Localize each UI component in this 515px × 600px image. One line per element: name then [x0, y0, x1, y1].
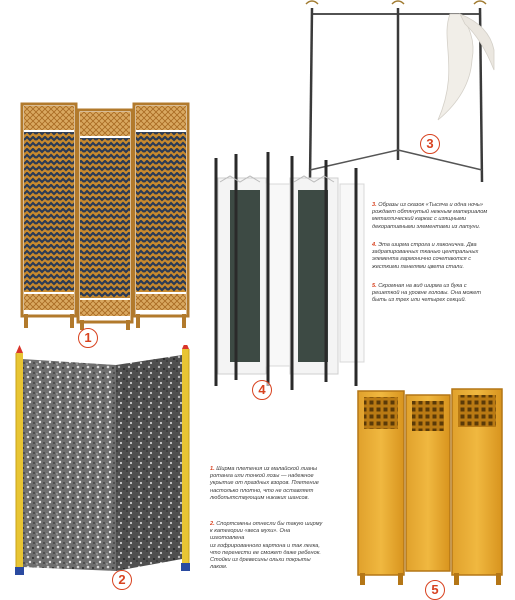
marker-1: 1: [78, 328, 98, 348]
caption-5-line-1: Скромная на вид ширма из бука с: [378, 283, 467, 289]
cardboard-screen-photo: [6, 345, 201, 585]
marker-2: 2: [112, 570, 132, 590]
caption-4-number: 4.: [372, 242, 377, 248]
caption-5-line-2: решеткой на уровне головы. Она может: [372, 290, 481, 297]
caption-4-line-4: жесткими панелями цвета стали.: [372, 263, 465, 270]
caption-3-line-2: рождает обтянутый нежным материалом: [372, 209, 488, 216]
caption-1-line-4: настолько плотно, что не оставляет: [210, 487, 314, 494]
caption-3: [372, 202, 487, 231]
caption-2-line-2: к категории «весa муxи». Она: [210, 528, 291, 535]
caption-1-line-1: Ширма плетения из малайской лианы: [216, 466, 318, 472]
caption-3-number: 3.: [372, 202, 377, 208]
caption-2-line-7: лаком.: [210, 564, 228, 571]
caption-3-line-1: Образы из сказок «Тысяча и одна ночь»: [378, 202, 483, 208]
caption-1-line-2: ротанга или тонкой лозы — надежное: [210, 473, 314, 480]
marker-4: 4: [252, 380, 272, 400]
marker-3: 3: [420, 134, 440, 154]
strict-panel-screen-photo: [200, 150, 370, 410]
marker-5: 5: [425, 580, 445, 600]
beech-screen-photo: [340, 385, 515, 590]
caption-5-number: 5.: [372, 283, 377, 289]
caption-4-line-3: элемента гармонично сочетаются с: [372, 256, 471, 263]
caption-1-line-5: любопытствующим никаких шансов.: [210, 494, 310, 501]
caption-2-line-1: Спортсмены отнесли бы такую ширму: [216, 521, 323, 527]
caption-2-line-5: что перенести ее сможет даже ребенок.: [210, 549, 321, 556]
caption-3-line-3: металлический каркас с изящными: [372, 216, 467, 223]
caption-1-number: 1.: [210, 466, 215, 472]
rattan-screen-photo: [12, 100, 192, 332]
caption-1-line-3: укрытие от праздных взоров. Плетение: [210, 480, 319, 487]
caption-2-number: 2.: [210, 521, 215, 527]
caption-2-line-6: Стойки из древесины ольхи покрыты: [210, 557, 311, 564]
caption-2: [210, 521, 322, 571]
caption-5: [372, 283, 481, 305]
caption-4-line-2: задрапированных тканью центральных: [372, 249, 479, 256]
caption-2-line-3: изготовлена: [210, 535, 245, 542]
caption-5-line-3: быть из трех или четырех секций.: [372, 297, 467, 304]
caption-4: [372, 242, 478, 271]
caption-1: [210, 466, 319, 502]
caption-2-line-4: из гофрированного картона и так легка,: [210, 542, 320, 549]
caption-4-line-1: Эта ширма строга и лаконична. Два: [378, 242, 477, 248]
caption-3-line-4: декоративными элементами из латуни.: [372, 223, 481, 230]
